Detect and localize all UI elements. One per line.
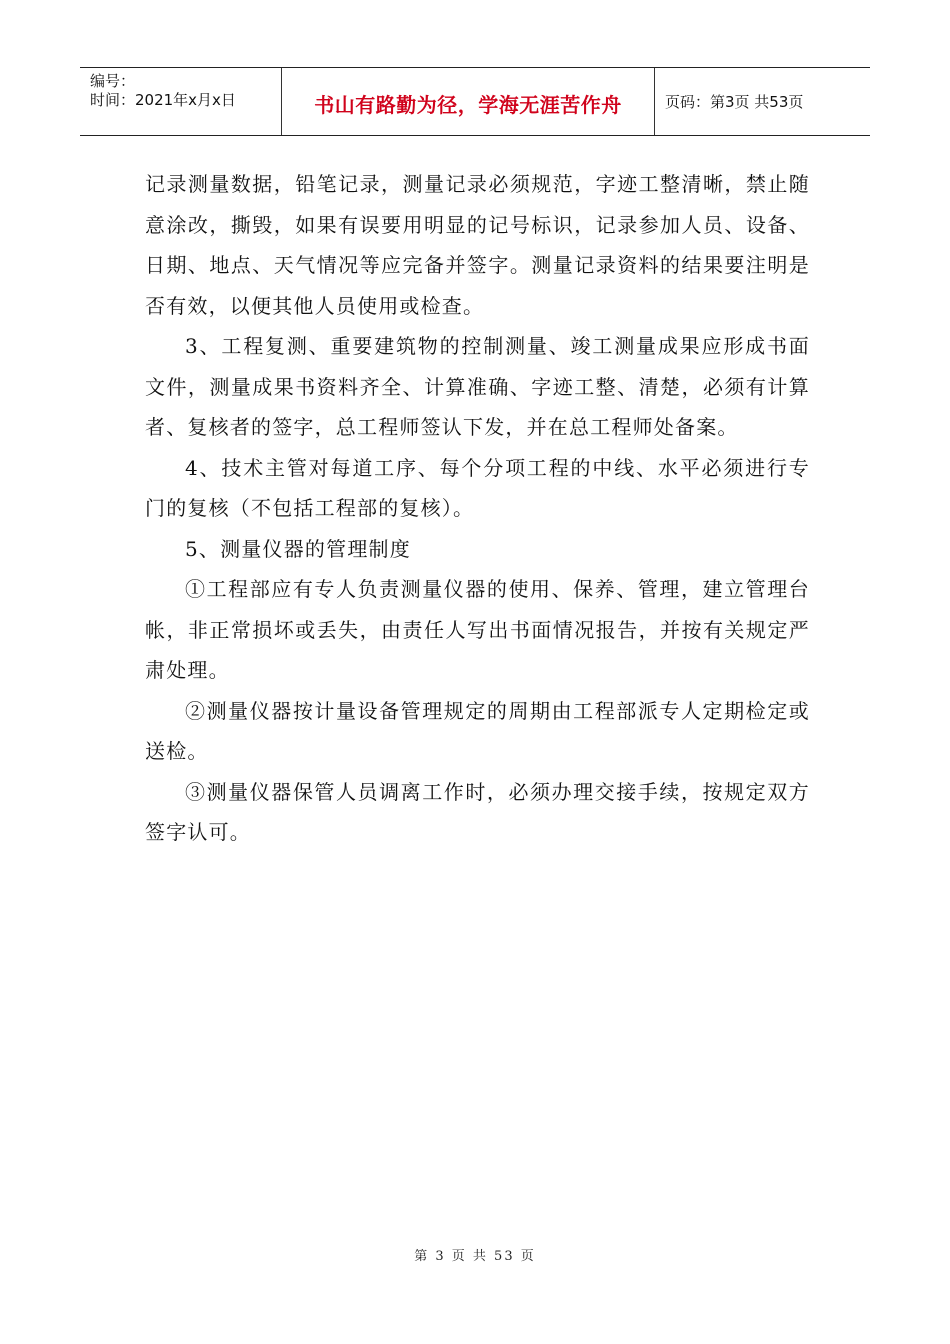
header-page-info: 页码：第3页 共53页 [665,93,804,111]
paragraph: 4、技术主管对每道工序、每个分项工程的中线、水平必须进行专门的复核（不包括工程部的复核）。 [145,455,810,520]
paragraph: ①工程部应有专人负责测量仪器的使用、保养、管理，建立管理台帐，非正常损坏或丢失，由责任人写出书面情况报告，并按有关规定严肃处理。 [145,577,810,682]
header-meta-cell [80,68,282,135]
document-body [145,164,810,853]
header-motto: 书山有路勤为径，学海无涯苦作舟 [314,93,622,117]
header-motto-cell [282,68,655,135]
document-date-label: 时间：2021年x月x日 [90,91,236,109]
document-number-label: 编号： [90,72,136,90]
page-header [80,67,870,136]
page-footer: 第 3 页 共 53 页 [414,1249,536,1264]
paragraph: 记录测量数据，铅笔记录，测量记录必须规范，字迹工整清晰，禁止随意涂改，撕毁，如果有误要用明显的记号标识，记录参加人员、设备、日期、地点、天气情况等应完备并签字。测量记录资料的结果要注明是否有效，以便其他人员使用或检查。 [145,172,810,318]
header-page-cell [655,68,870,135]
paragraph: ③测量仪器保管人员调离工作时，必须办理交接手续，按规定双方签字认可。 [145,779,810,844]
section-heading: 5、测量仪器的管理制度 [185,536,411,561]
paragraph: 3、工程复测、重要建筑物的控制测量、竣工测量成果应形成书面文件，测量成果书资料齐全、计算准确、字迹工整、清楚，必须有计算者、复核者的签字，总工程师签认下发，并在总工程师处备案。 [145,334,810,439]
paragraph: ②测量仪器按计量设备管理规定的周期由工程部派专人定期检定或送检。 [145,698,810,763]
